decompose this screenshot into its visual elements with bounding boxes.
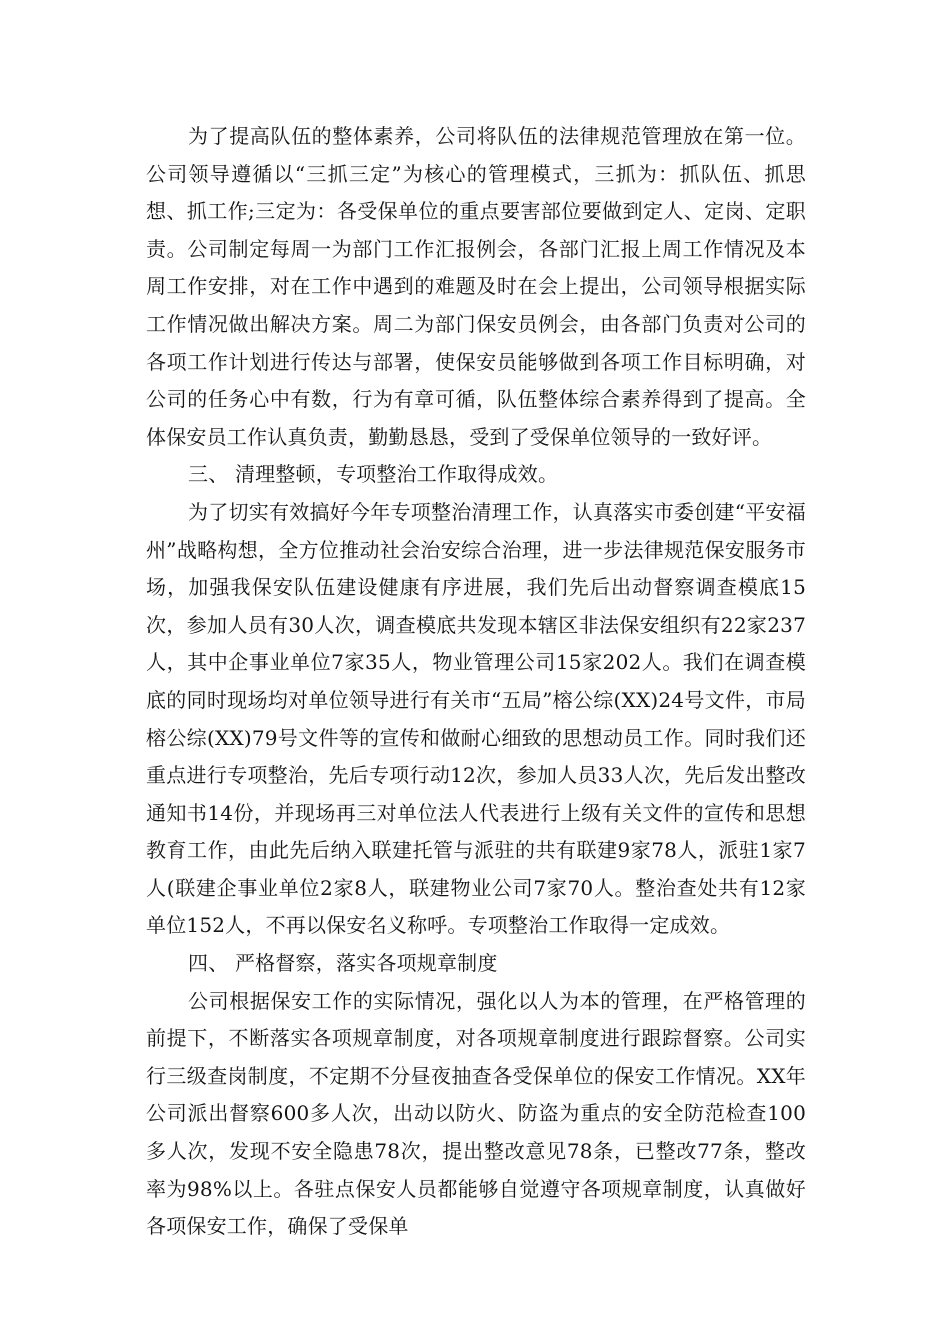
section-heading-3: 三、 清理整顿，专项整治工作取得成效。 bbox=[188, 462, 559, 487]
document-body bbox=[146, 118, 806, 1246]
paragraph-special-rectification: 为了切实有效搞好今年专项整治清理工作，认真落实市委创建“平安福州”战略构想，全方位推动社会治安综合治理，进一步法律规范保安服务市场，加强我保安队伍建设健康有序进展，我们先后出动督察调查模底15次，参加人员有30人次，调查模底共发现本辖区非法保安组织有22家237人，其中企事业单位7家35人，物业管理公司15家202人。我们在调查模底的同时现场均对单位领导进行有关市“五局”榕公综(XX)24号文件，市局榕公综(XX)79号文件等的宣传和做耐心细致的思想动员工作。同时我们还重点进行专项整治，先后专项行动12次，参加人员33人次，先后发出整改通知书14份，并现场再三对单位法人代表进行上级有关文件的宣传和思想教育工作，由此先后纳入联建托管与派驻的共有联建9家78人，派驻1家7人(联建企事业单位2家8人，联建物业公司7家70人。整治查处共有12家单位152人，不再以保安名义称呼。专项整治工作取得一定成效。 bbox=[146, 499, 806, 938]
section-heading-4: 四、 严格督察，落实各项规章制度 bbox=[188, 951, 498, 976]
paragraph-supervision: 公司根据保安工作的实际情况，强化以人为本的管理，在严格管理的前提下，不断落实各项规章制度，对各项规章制度进行跟踪督察。公司实行三级查岗制度，不定期不分昼夜抽查各受保单位的保安工作情况。XX年公司派出督察600多人次，出动以防火、防盗为重点的安全防范检查100多人次，发现不安全隐患78次，提出整改意见78条，已整改77条，整改率为98%以上。各驻点保安人员都能够自觉遵守各项规章制度，认真做好各项保安工作，确保了受保单 bbox=[146, 988, 806, 1239]
paragraph-team-quality: 为了提高队伍的整体素养，公司将队伍的法律规范管理放在第一位。公司领导遵循以“三抓三定”为核心的管理模式，三抓为：抓队伍、抓思想、抓工作;三定为：各受保单位的重点要害部位要做到定人、定岗、定职责。公司制定每周一为部门工作汇报例会，各部门汇报上周工作情况及本周工作安排，对在工作中遇到的难题及时在会上提出，公司领导根据实际工作情况做出解决方案。周二为部门保安员例会，由各部门负责对公司的各项工作计划进行传达与部署，使保安员能够做到各项工作目标明确，对公司的任务心中有数，行为有章可循，队伍整体综合素养得到了提高。全体保安员工作认真负责，勤勤恳恳，受到了受保单位领导的一致好评。 bbox=[146, 124, 806, 449]
